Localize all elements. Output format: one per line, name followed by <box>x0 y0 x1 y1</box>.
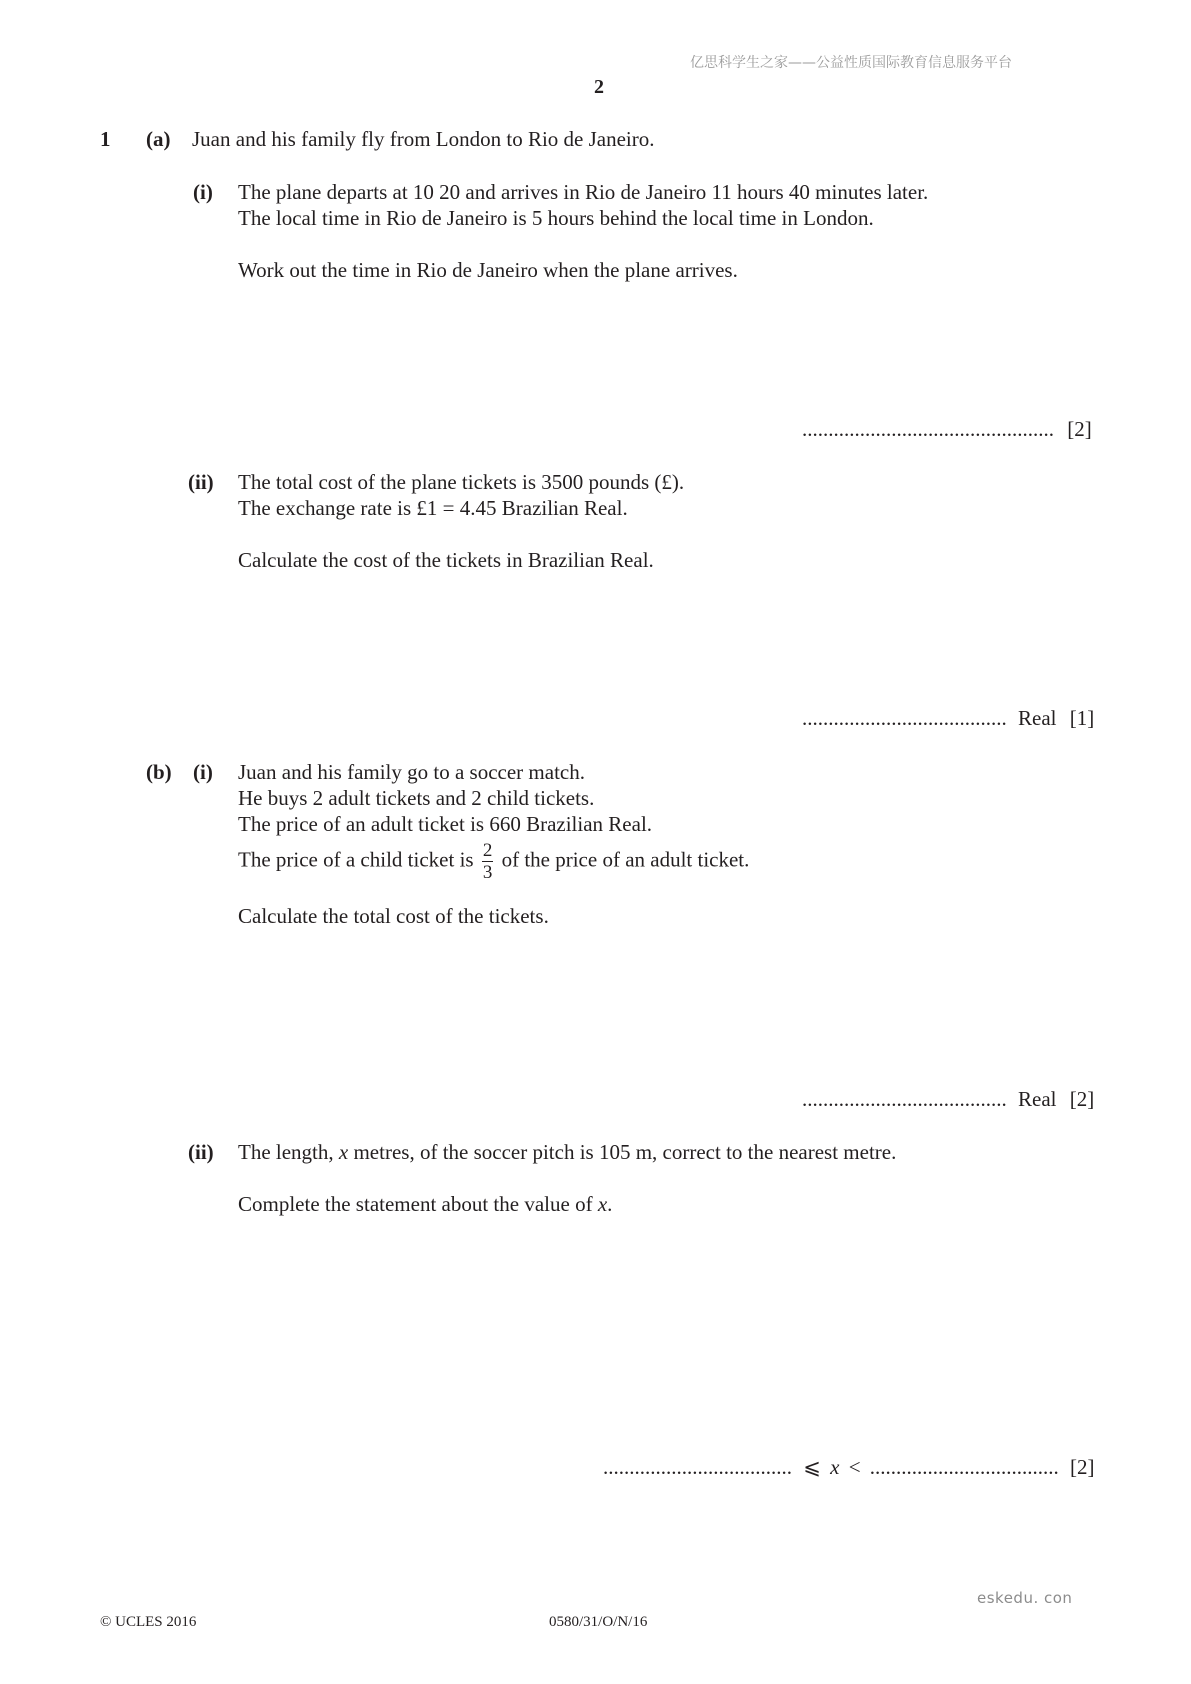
marks: [2] <box>1069 1087 1095 1111</box>
marks: [2] <box>1070 1455 1095 1479</box>
line4-before: The price of a child ticket is <box>238 847 474 872</box>
less-than-sign: < <box>848 1455 861 1479</box>
variable-x: x <box>597 1192 608 1216</box>
unit: Real <box>1018 706 1057 730</box>
answer-dots: ................................................ <box>802 417 1054 441</box>
part-a-i-line1: The plane departs at 10 20 and arrives in Rio de Janeiro 11 hours 40 minutes later. <box>238 180 929 204</box>
part-b-ii-label: (ii) <box>188 1140 214 1164</box>
eskedu-watermark: eskedu. con <box>977 1589 1073 1607</box>
part-b-ii-instruction <box>238 1194 612 1215</box>
part-b-i-label: (i) <box>193 760 213 784</box>
answer-line-a-ii <box>802 708 1094 729</box>
instruction-end: . <box>607 1192 613 1216</box>
answer-line-a-i <box>802 419 1092 440</box>
line4-after: of the price of an adult ticket. <box>501 847 750 872</box>
fraction-two-thirds <box>482 841 494 882</box>
watermark-text: 亿思科学生之家——公益性质国际教育信息服务平台 <box>690 55 1012 71</box>
part-a-i-label: (i) <box>193 180 213 204</box>
answer-dots-right: .................................... <box>869 1455 1059 1479</box>
variable-x: x <box>830 1455 840 1479</box>
part-b-i-instruction: Calculate the total cost of the tickets. <box>238 904 549 928</box>
part-b-i-line2: He buys 2 adult tickets and 2 child tickets. <box>238 786 595 810</box>
part-b-i-line1: Juan and his family go to a soccer match. <box>238 760 585 784</box>
part-a-i-line2: The local time in Rio de Janeiro is 5 hours behind the local time in London. <box>238 206 874 230</box>
fraction-denominator: 3 <box>482 862 493 883</box>
unit: Real <box>1018 1087 1057 1111</box>
part-a-ii-line1: The total cost of the plane tickets is 3500 pounds (£). <box>238 470 685 494</box>
fraction-numerator: 2 <box>482 840 493 861</box>
answer-line-b-ii <box>603 1457 1095 1478</box>
page-number: 2 <box>594 76 604 98</box>
part-b-i-line4 <box>238 841 749 882</box>
answer-dots: ....................................... <box>802 706 1007 730</box>
answer-line-b-i <box>802 1089 1094 1110</box>
line1-start: The length, <box>238 1140 334 1164</box>
part-a-ii-label: (ii) <box>188 470 214 494</box>
instruction-start: Complete the statement about the value of <box>238 1192 593 1216</box>
marks: [1] <box>1069 706 1095 730</box>
answer-dots-left: .................................... <box>603 1455 792 1479</box>
part-a-ii-instruction: Calculate the cost of the tickets in Brazilian Real. <box>238 548 654 572</box>
part-a-label: (a) <box>146 127 171 151</box>
question-number: 1 <box>100 127 111 151</box>
part-a-ii-line2: The exchange rate is £1 = 4.45 Brazilian Real. <box>238 496 628 520</box>
marks: [2] <box>1067 417 1092 441</box>
part-b-i-line3: The price of an adult ticket is 660 Brazilian Real. <box>238 812 653 836</box>
copyright: © UCLES 2016 <box>100 1614 197 1630</box>
part-a-intro: Juan and his family fly from London to Rio de Janeiro. <box>192 127 655 151</box>
part-b-ii-line1 <box>238 1142 896 1163</box>
part-a-i-instruction: Work out the time in Rio de Janeiro when the plane arrives. <box>238 258 738 282</box>
less-equal-sign: ⩽ <box>803 1455 821 1479</box>
line1-end: metres, of the soccer pitch is 105 m, correct to the nearest metre. <box>353 1140 897 1164</box>
part-b-label: (b) <box>146 760 172 784</box>
variable-x: x <box>338 1140 349 1164</box>
paper-code: 0580/31/O/N/16 <box>549 1614 648 1630</box>
answer-dots: ....................................... <box>802 1087 1007 1111</box>
